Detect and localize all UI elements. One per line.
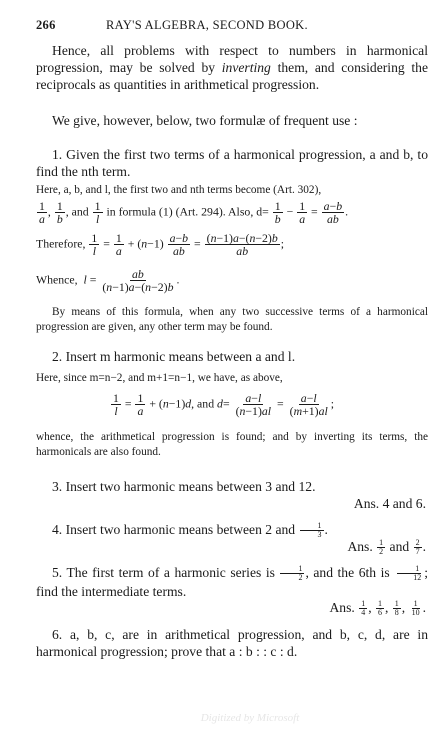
paragraph-formulae: We give, however, below, two formulæ of frequent use :: [52, 113, 358, 128]
emphasis-inverting: inverting: [221, 60, 271, 75]
problem-2-statement: 2. Insert m harmonic means between a and l.: [52, 349, 296, 364]
problem-1-line-1: Here, a, b, and l, the first two and nth terms become (Art. 302),: [36, 184, 322, 196]
watermark-text: Digitized by Microsoft: [200, 712, 300, 724]
problem-1-note: By means of this formula, when any two successive terms of a harmonical progression are given, any other term may be found.: [36, 306, 428, 333]
paragraph-intro-text: Hence, all problems with respect to numbers in harmonical progression, may be solved by inverting them, and considering the reciprocals as quantities in arithmetical progression.: [36, 43, 428, 92]
problem-1-whence: Whence, l = $\frac{ab}{(n-1)a-(n-2)b}$ .: [36, 267, 180, 295]
problem-1-line-2: $\frac{1}{a}$ , $\frac{1}{b}$ , and $\frac{1}{l}$ in formula (1) (Art. 294). Also, d= $\frac{1}{b}$ − $\frac{1}{a}$ = $\frac{a-b}{ab}$ .: [39, 199, 349, 227]
problem-3-answer: Ans. 4 and 6.: [353, 496, 426, 511]
problem-5-statement: 5. The first term of a harmonic series is $\frac{1}{2}$ , and the 6th is $\frac{1}{12}$ ; find the intermediate terms.: [36, 563, 429, 599]
problem-2-formula: $\frac{1}{l}$ = $\frac{1}{a}$ + (n−1)d, and d= $\frac{a-l}{(n-1)al}$ = $\frac{a-l}{(m+1)al}$ ;: [113, 391, 335, 419]
problem-2-note: whence, the arithmetical progression is found; and by inverting its terms, the harmonicals are also found.: [36, 431, 428, 458]
problem-1-statement: 1. Given the first two terms of a harmonical progression, a and b, to find the nth term.: [36, 147, 428, 179]
paragraph-intro: [36, 42, 428, 93]
running-title: RAY'S ALGEBRA, SECOND BOOK.: [106, 18, 308, 32]
problem-6-statement: 6. a, b, c, are in arithmetical progression, and b, c, d, are in harmonical progression; prove that a : b : : c : d.: [36, 627, 428, 659]
problem-3-statement: 3. Insert two harmonic means between 3 and 12.: [52, 479, 316, 494]
problem-1-therefore: Therefore, $\frac{1}{l}$ = $\frac{1}{a}$ + (n−1) $\frac{a-b}{ab}$ = $\frac{(n-1)a-(n-2)b}{ab}$ ;: [36, 231, 285, 259]
page-number: 266: [36, 18, 56, 32]
problem-2-line-1: Here, since m=n−2, and m+1=n−1, we have, as above,: [36, 372, 283, 384]
problem-4-answer: Ans. $\frac{1}{2}$ and $\frac{2}{7}$ .: [347, 538, 426, 557]
problem-4-statement: 4. Insert two harmonic means between 2 and $\frac{1}{3}$ .: [52, 520, 328, 540]
problem-5-answer: Ans. $\frac{1}{4}$ , $\frac{1}{6}$ , $\frac{1}{8}$ , $\frac{1}{10}$ .: [329, 599, 426, 618]
